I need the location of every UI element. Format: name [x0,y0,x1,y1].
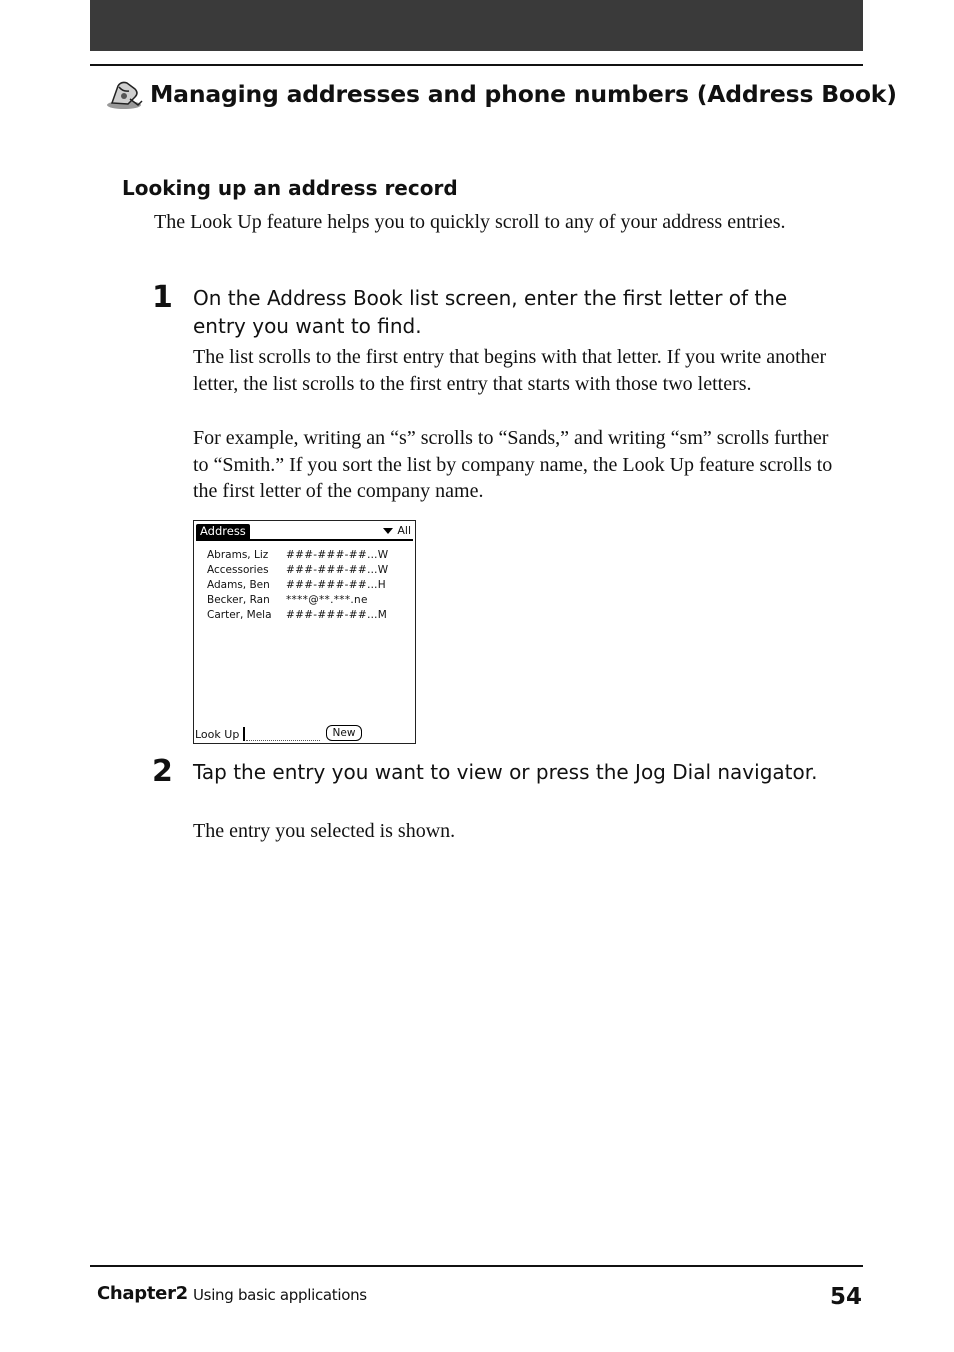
footer-rule [90,1265,863,1267]
entry-phone: ****@**.***.ne [286,594,368,606]
step-1-paragraph-2: For example, writing an “s” scrolls to “Sands,” and writing “sm” scrolls further to “Smith.” If you sort the list by company name, the Look Up feature scrolls to the first letter of the company name. [193,427,833,502]
title-rule [90,64,863,66]
entry-name: Becker, Ran [207,594,270,606]
step-1-text: On the Address Book list screen, enter the first letter of the entry you want to find. [193,286,788,338]
header-bar [90,0,863,51]
entry-name: Accessories [207,564,269,576]
footer-chapter: Chapter2 [97,1283,188,1304]
list-item [207,548,413,563]
section-title-text: Managing addresses and phone numbers (Address Book) [150,80,897,108]
title-underline [196,539,413,541]
list-item [207,608,413,623]
text-cursor [243,727,245,741]
address-list-screenshot [193,520,416,744]
entry-name: Abrams, Liz [207,549,269,561]
triangle-down-icon [383,528,393,534]
page-number: 54 [829,1284,862,1310]
section-title [104,76,897,112]
list-item [207,563,413,578]
list-item [207,593,413,608]
step-1-number: 1 [152,280,173,315]
app-title-tab: Address [196,524,250,539]
footer-chapter-title: Using basic applications [193,1286,367,1304]
entry-name: Adams, Ben [207,579,270,591]
step-2-paragraph-1: The entry you selected is shown. [193,820,456,842]
entry-phone: ###-###-##…W [286,549,389,561]
new-button: New [326,725,362,741]
step-2-number: 2 [152,754,173,789]
entry-phone: ###-###-##…W [286,564,389,576]
list-item [207,578,413,593]
entry-name: Carter, Mela [207,609,272,621]
entry-phone: ###-###-##…M [286,609,388,621]
address-list [207,548,413,623]
step-1-paragraph-1: The list scrolls to the first entry that begins with that letter. If you write another letter, the list scrolls to the first entry that starts with those two letters. [193,346,827,395]
category-label: All [397,524,411,537]
sub-heading: Looking up an address record [122,176,458,200]
lookup-field-underline [246,740,320,741]
lookup-label: Look Up [195,728,240,741]
entry-phone: ###-###-##…H [286,579,386,591]
address-book-icon [104,77,146,111]
intro-paragraph: The Look Up feature helps you to quickly scroll to any of your address entries. [154,211,786,233]
category-picker [383,524,411,538]
step-2-text: Tap the entry you want to view or press the Jog Dial navigator. [193,760,818,784]
